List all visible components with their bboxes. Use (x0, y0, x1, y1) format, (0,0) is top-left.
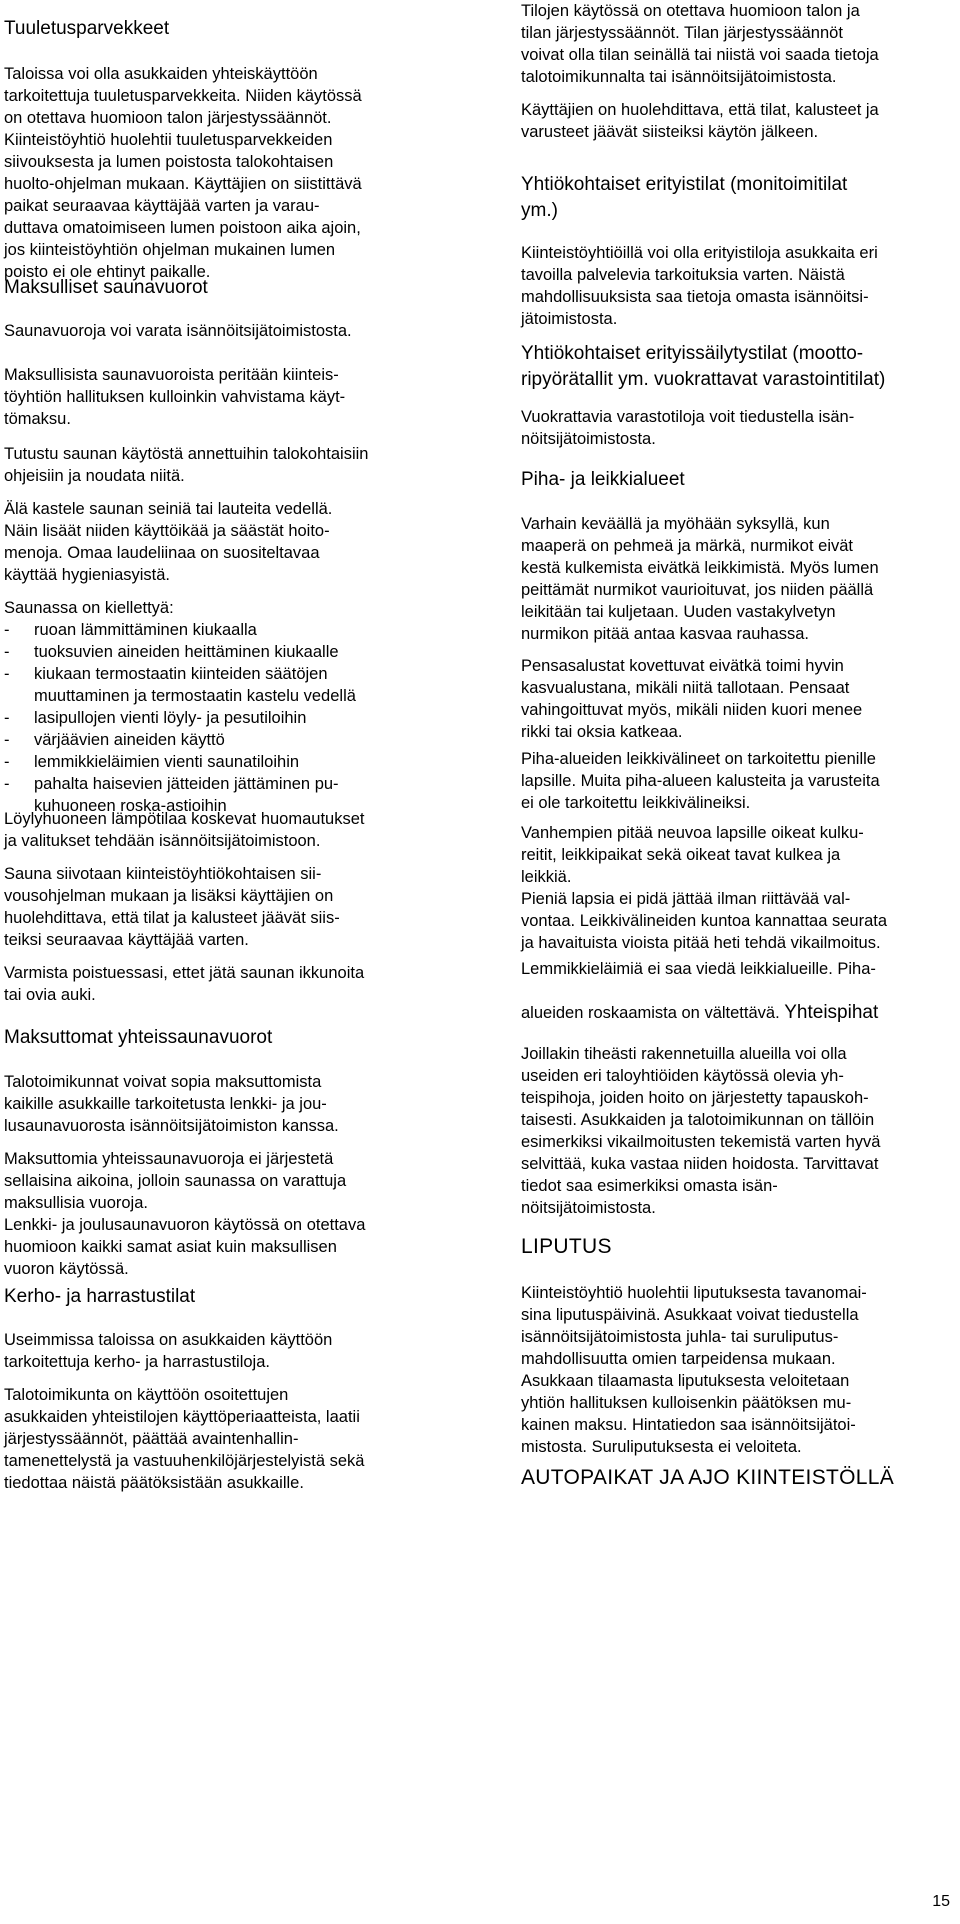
text-line: rikki tai oksia katkeaa. (521, 723, 683, 741)
paragraph-sauna-reservation: Saunavuoroja voi varata isännöitsijätoimistosta. (4, 322, 352, 340)
paragraph-club-rules-continued (521, 0, 951, 88)
paragraph-pets: Lemmikkieläimiä ei saa viedä leikkialueille. Piha- (521, 960, 876, 978)
text-line: vuoron käytössä. (4, 1260, 129, 1278)
section-title-liputus: LIPUTUS (521, 1235, 612, 1258)
text-line: Älä kastele saunan seiniä tai lauteita vedellä. (4, 500, 333, 518)
text-line: tamenettelystä ja vastuuhenkilöjärjestelyistä sekä (4, 1452, 365, 1470)
forbidden-item (4, 707, 450, 729)
text-line: tarkoitettuja kerho- ja harrastustiloja. (4, 1353, 270, 1371)
text-line: - kiukaan termostaatin kiinteiden säätöjen (34, 665, 328, 683)
text-line: Maksuttomia yhteissaunavuoroja ei järjestetä (4, 1150, 334, 1168)
text-line: Sauna siivotaan kiinteistöyhtiökohtaisen sii- (4, 865, 322, 883)
text-line: jätoimistosta. (521, 310, 618, 328)
text-line: tarkoitettuja tuuletusparvekkeita. Niiden käytössä (4, 87, 362, 105)
paragraph-littering: alueiden roskaamista on vältettävä. (521, 1004, 780, 1022)
paragraph-sauna-cleaning (4, 863, 450, 951)
text-line: lapsille. Muita piha-alueen kalusteita ja varusteita (521, 772, 880, 790)
text-line: Yhtiökohtaiset erityissäilytystilat (mootto- (521, 343, 864, 364)
paragraph-special-rooms (521, 242, 951, 330)
text-line: sina liputuspäivinä. Asukkaat voivat tiedustella (521, 1306, 859, 1324)
text-line: Yhtiökohtaiset erityistilat (monitoimitilat (521, 174, 848, 195)
text-line: paikat seuraavaa käyttäjää varten ja varau- (4, 197, 320, 215)
text-line: Maksullisista saunavuoroista peritään kiinteis- (4, 366, 339, 384)
paragraph-club-rules (4, 1384, 450, 1494)
text-line: Varmista poistuessasi, ettet jätä saunan ikkunoita (4, 964, 365, 982)
text-line: kuhuoneen roska-astioihin (34, 797, 227, 815)
section-title-maksuttomat-yhteissaunavuorot: Maksuttomat yhteissaunavuorot (4, 1027, 273, 1048)
text-line: - värjäävien aineiden käyttö (34, 731, 225, 749)
text-line: käyttää hygieniasyistä. (4, 566, 171, 584)
text-line: Vanhempien pitää neuvoa lapsille oikeat kulku- (521, 824, 864, 842)
text-line: tilan järjestyssäännöt. Tilan järjestyssäännöt (521, 24, 843, 42)
text-line: - pahalta haisevien jätteiden jättäminen pu- (34, 775, 339, 793)
text-line: nöitsijätoimistosta. (521, 1199, 656, 1217)
paragraph-sauna-temperature (4, 808, 450, 852)
paragraph-lawns (521, 513, 951, 645)
paragraph-free-sauna-arrangements (4, 1071, 450, 1137)
text-line: Lenkki- ja joulusaunavuoron käytössä on otettava (4, 1216, 366, 1234)
section-title-erityissailytystilat (521, 341, 951, 393)
text-line: nöitsijätoimistosta. (521, 430, 656, 448)
text-line: taisesti. Asukkaiden ja talotoimikunnan on tällöin (521, 1111, 875, 1129)
text-line: varusteet jäävät siisteiksi käytön jälkeen. (521, 123, 819, 141)
text-line: ripyörätallit ym. vuokrattavat varastointitilat) (521, 369, 886, 390)
text-line: teiksi seuraavaa käyttäjää varten. (4, 931, 249, 949)
text-line: Tutustu saunan käytöstä annettuihin talokohtaisiin (4, 445, 369, 463)
paragraph-club-rooms (4, 1329, 450, 1373)
text-line: asukkaiden yhteistilojen käyttöperiaatteista, laatii (4, 1408, 360, 1426)
forbidden-intro: Saunassa on kiellettyä: (4, 599, 174, 617)
forbidden-list (4, 619, 450, 817)
section-title-kerho-ja-harrastustilat: Kerho- ja harrastustilat (4, 1286, 196, 1307)
forbidden-item (4, 619, 450, 641)
paragraph-shrubs (521, 655, 951, 743)
paragraph-sauna-fee (4, 364, 450, 430)
text-line: Kiinteistöyhtiöillä voi olla erityistiloja asukkaita eri (521, 244, 878, 262)
paragraph-play-equipment (521, 748, 951, 814)
text-line: talotoimikunnalta tai isännöitsijätoimistosta. (521, 68, 837, 86)
page-number: 15 (932, 1893, 950, 1910)
text-line: Kiinteistöyhtiö huolehtii liputuksesta tavanomai- (521, 1284, 867, 1302)
text-line: vousohjelman mukaan ja lisäksi käyttäjien on (4, 887, 334, 905)
text-line: Vuokrattavia varastotiloja voit tiedustella isän- (521, 408, 855, 426)
text-line: ja valitukset tehdään isännöitsijätoimistoon. (4, 832, 321, 850)
text-line: - tuoksuvien aineiden heittäminen kiukaalle (34, 643, 339, 661)
text-line: ym.) (521, 200, 558, 221)
text-line: ja havaituista vioista pitää heti tehdä vikailmoitus. (521, 934, 881, 952)
text-line: tai ovia auki. (4, 986, 96, 1004)
text-line: poisto ei ole ehtinyt paikalle. (4, 263, 211, 281)
paragraph-club-tidiness (521, 99, 951, 143)
text-line: tömaksu. (4, 410, 71, 428)
text-line: Piha-alueiden leikkivälineet on tarkoitettu pienille (521, 750, 876, 768)
text-line: tiedot saa esimerkiksi omasta isän- (521, 1177, 778, 1195)
text-line: järjestyssäännöt, päättää avaintenhallin- (4, 1430, 299, 1448)
text-line: - lemmikkieläimien vienti saunatiloihin (34, 753, 300, 771)
text-line: Talotoimikunnat voivat sopia maksuttomista (4, 1073, 322, 1091)
text-line: maksullisia vuoroja. (4, 1194, 148, 1212)
text-line: teispihoja, joiden hoito on järjestetty tapauskoh- (521, 1089, 869, 1107)
text-line: Pensasalustat kovettuvat eivätkä toimi hyvin (521, 657, 844, 675)
paragraph-sauna-instructions (4, 443, 450, 487)
section-title-tuuletusparvekkeet: Tuuletusparvekkeet (4, 18, 170, 39)
text-line: jos kiinteistöyhtiön ohjelman mukainen lumen (4, 241, 336, 259)
section-title-autopaikat: AUTOPAIKAT JA AJO KIINTEISTÖLLÄ (521, 1466, 895, 1489)
paragraph-storage (521, 406, 951, 450)
text-line: menoja. Omaa laudeliinaa on suositeltavaa (4, 544, 320, 562)
text-line: - ruoan lämmittäminen kiukaalla (34, 621, 257, 639)
text-line: Tilojen käytössä on otettava huomioon talon ja (521, 2, 860, 20)
text-line: reitit, leikkipaikat sekä oikeat tavat kulkea ja (521, 846, 841, 864)
text-line: sellaisina aikoina, jolloin saunassa on varattuja (4, 1172, 347, 1190)
text-line: lusaunavuorosta isännöitsijätoimiston kanssa. (4, 1117, 339, 1135)
text-line: voivat olla tilan seinällä tai niistä voi saada tietoja (521, 46, 879, 64)
section-title-piha-ja-leikkialueet: Piha- ja leikkialueet (521, 469, 685, 490)
text-line: leikkiä. (521, 868, 572, 886)
text-line: Varhain keväällä ja myöhään syksyllä, kun (521, 515, 830, 533)
paragraph-littering-line (521, 1000, 951, 1026)
text-line: Talotoimikunta on käyttöön osoitettujen (4, 1386, 289, 1404)
text-line: vahingoittuvat myös, mikäli niiden kuori menee (521, 701, 863, 719)
text-line: mistosta. Suruliputuksesta ei veloiteta. (521, 1438, 802, 1456)
section-title-erityistilat (521, 172, 951, 224)
forbidden-item (4, 751, 450, 773)
text-line: maaperä on pehmeä ja märkä, nurmikot eivät (521, 537, 853, 555)
text-line: leikitään tai kuljetaan. Uuden vastakylvetyn (521, 603, 836, 621)
text-line: siivouksesta ja lumen poistosta talokohtaisen (4, 153, 334, 171)
forbidden-item (4, 641, 450, 663)
text-line: tavoilla palvelevia tarkoituksia varten. Näistä (521, 266, 845, 284)
text-line: Joillakin tiheästi rakennetuilla alueilla voi olla (521, 1045, 847, 1063)
section-title-yhteispihat: Yhteispihat (784, 1002, 879, 1023)
text-line: on otettava huomioon talon järjestyssäännöt. (4, 109, 332, 127)
text-line: duttava omatoimiseen lumen poistoon aika ajoin, (4, 219, 361, 237)
paragraph-sauna-leaving (4, 962, 450, 1006)
text-line: Näin lisäät niiden käyttöikää ja säästät hoito- (4, 522, 330, 540)
text-line: kainen maksu. Hintatiedon saa isännöitsijätoi- (521, 1416, 856, 1434)
text-line: huolehdittava, että tilat ja kalusteet jäävät siis- (4, 909, 340, 927)
text-line: huolto-ohjelman mukaan. Käyttäjien on siistittävä (4, 175, 362, 193)
text-line: Käyttäjien on huolehdittava, että tilat, kalusteet ja (521, 101, 879, 119)
text-line: esimerkiksi vikailmoitusten tekemistä varten hyvä (521, 1133, 881, 1151)
paragraph-shared-yards (521, 1043, 951, 1219)
paragraph-sauna-care (4, 498, 450, 586)
text-line: kestä kulkemista eivätkä leikkimistä. Myös lumen (521, 559, 879, 577)
text-line: yhtiön hallituksen kulloisenkin päätöksen mu- (521, 1394, 852, 1412)
text-line: selvittää, kuka vastaa niiden hoidosta. Tarvittavat (521, 1155, 879, 1173)
paragraph-tuuletusparvekkeet (4, 63, 450, 283)
text-line: kasvualustana, mikäli niitä tallotaan. Pensaat (521, 679, 850, 697)
text-line: Löylyhuoneen lämpötilaa koskevat huomautukset (4, 810, 365, 828)
text-line: Kiinteistöyhtiö huolehtii tuuletusparvekkeiden (4, 131, 333, 149)
paragraph-flagging (521, 1282, 951, 1458)
text-line: - lasipullojen vienti löyly- ja pesutiloihin (34, 709, 307, 727)
forbidden-item (4, 729, 450, 751)
text-line: useiden eri taloyhtiöiden käytössä olevia yh- (521, 1067, 844, 1085)
text-line: ohjeisiin ja noudata niitä. (4, 467, 185, 485)
paragraph-free-sauna-rules (4, 1148, 450, 1280)
paragraph-parents (521, 822, 951, 954)
text-line: mahdollisuuksista saa tietoja omasta isännöitsi- (521, 288, 869, 306)
text-line: muuttaminen ja termostaatin kastelu vedellä (34, 687, 356, 705)
text-line: isännöitsijätoimistosta juhla- tai suruliputus- (521, 1328, 839, 1346)
text-line: vontaa. Leikkivälineiden kuntoa kannattaa seurata (521, 912, 888, 930)
text-line: peittämät nurmikot vaurioituvat, jos niiden päällä (521, 581, 874, 599)
text-line: tiedottaa näistä päätöksistään asukkaille. (4, 1474, 304, 1492)
text-line: Pieniä lapsia ei pidä jättää ilman riittävää val- (521, 890, 851, 908)
text-line: mahdollisuutta omien tarpeidensa mukaan. (521, 1350, 836, 1368)
text-line: ei ole tarkoitettu leikkivälineiksi. (521, 794, 751, 812)
text-line: nurmikon pitää antaa kasvaa rauhassa. (521, 625, 810, 643)
text-line: Taloissa voi olla asukkaiden yhteiskäyttöön (4, 65, 318, 83)
section-title-maksulliset-saunavuorot: Maksulliset saunavuorot (4, 277, 208, 298)
text-line: Useimmissa taloissa on asukkaiden käyttöön (4, 1331, 333, 1349)
text-line: töyhtiön hallituksen kulloinkin vahvistama käyt- (4, 388, 346, 406)
text-line: kaikille asukkaille tarkoitetusta lenkki- ja jou- (4, 1095, 327, 1113)
forbidden-item (4, 663, 450, 707)
text-line: Asukkaan tilaamasta liputuksesta veloitetaan (521, 1372, 850, 1390)
text-line: huomioon kaikki samat asiat kuin maksullisen (4, 1238, 337, 1256)
